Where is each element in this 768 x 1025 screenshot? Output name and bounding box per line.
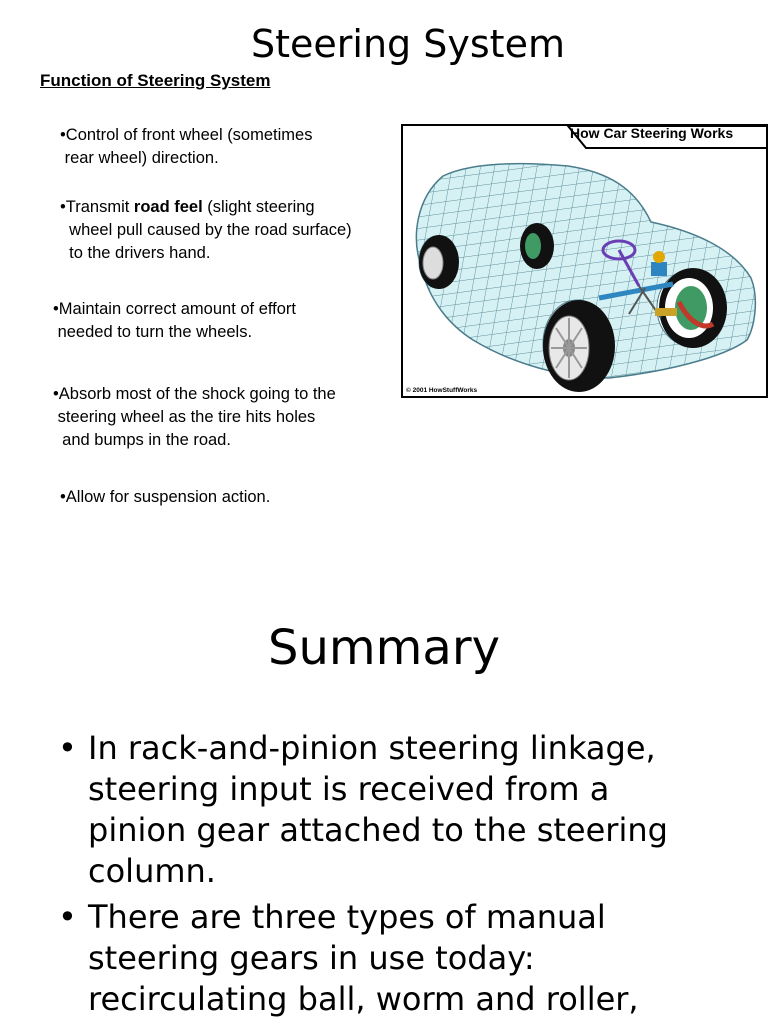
bullet-item [60,486,270,509]
bullet-line: rear wheel) direction. [60,149,219,167]
bullet-line: recirculating ball, worm and roller, [88,980,639,1018]
bullet-line: to the drivers hand. [60,244,211,262]
bullet-line: •Allow for suspension action. [60,488,271,506]
bullet-line: •Maintain correct amount of effort [53,300,297,318]
bullet-line: column. [88,852,216,890]
summary-title: Summary [268,620,500,676]
bullet-line: There are three types of manual [88,898,606,936]
bullet-suffix: (slight steering [202,198,315,216]
summary-bullet [58,728,758,892]
section-heading: Function of Steering System [40,71,271,90]
bullet-line: needed to turn the wheels. [53,323,253,341]
bullet-item [60,124,312,170]
bullet-item [53,298,296,344]
bullet-glyph: • [58,898,77,936]
rear-right-wheel [520,223,554,269]
slide-title: Steering System [251,22,565,66]
bullet-line: •Control of front wheel (sometimes [60,126,313,144]
bullet-prefix: •Transmit [60,198,134,216]
bullet-item [53,383,336,452]
rear-left-wheel [419,235,459,289]
car-illustration [403,126,768,398]
summary-list [58,728,758,1025]
bullet-line: In rack-and-pinion steering linkage, [88,729,656,767]
bullet-line: wheel pull caused by the road surface) [60,221,352,239]
bullet-line [60,196,352,219]
bullet-line: steering input is received from a [88,770,610,808]
summary-bullet [58,897,758,1020]
front-left-wheel [543,300,615,392]
car-steering-figure [401,124,768,398]
bullet-line: •Absorb most of the shock going to the [53,385,336,403]
bullet-line: pinion gear attached to the steering [88,811,668,849]
figure-label: How Car Steering Works [570,125,734,141]
bullet-item [60,196,352,265]
figure-copyright: © 2001 HowStuffWorks [406,387,478,394]
bullet-glyph: • [58,729,77,767]
bullet-line: steering wheel as the tire hits holes [53,408,316,426]
bold-term: road feel [133,198,203,216]
bullet-line: and bumps in the road. [53,431,231,449]
bullet-line: steering gears in use today: [88,939,535,977]
